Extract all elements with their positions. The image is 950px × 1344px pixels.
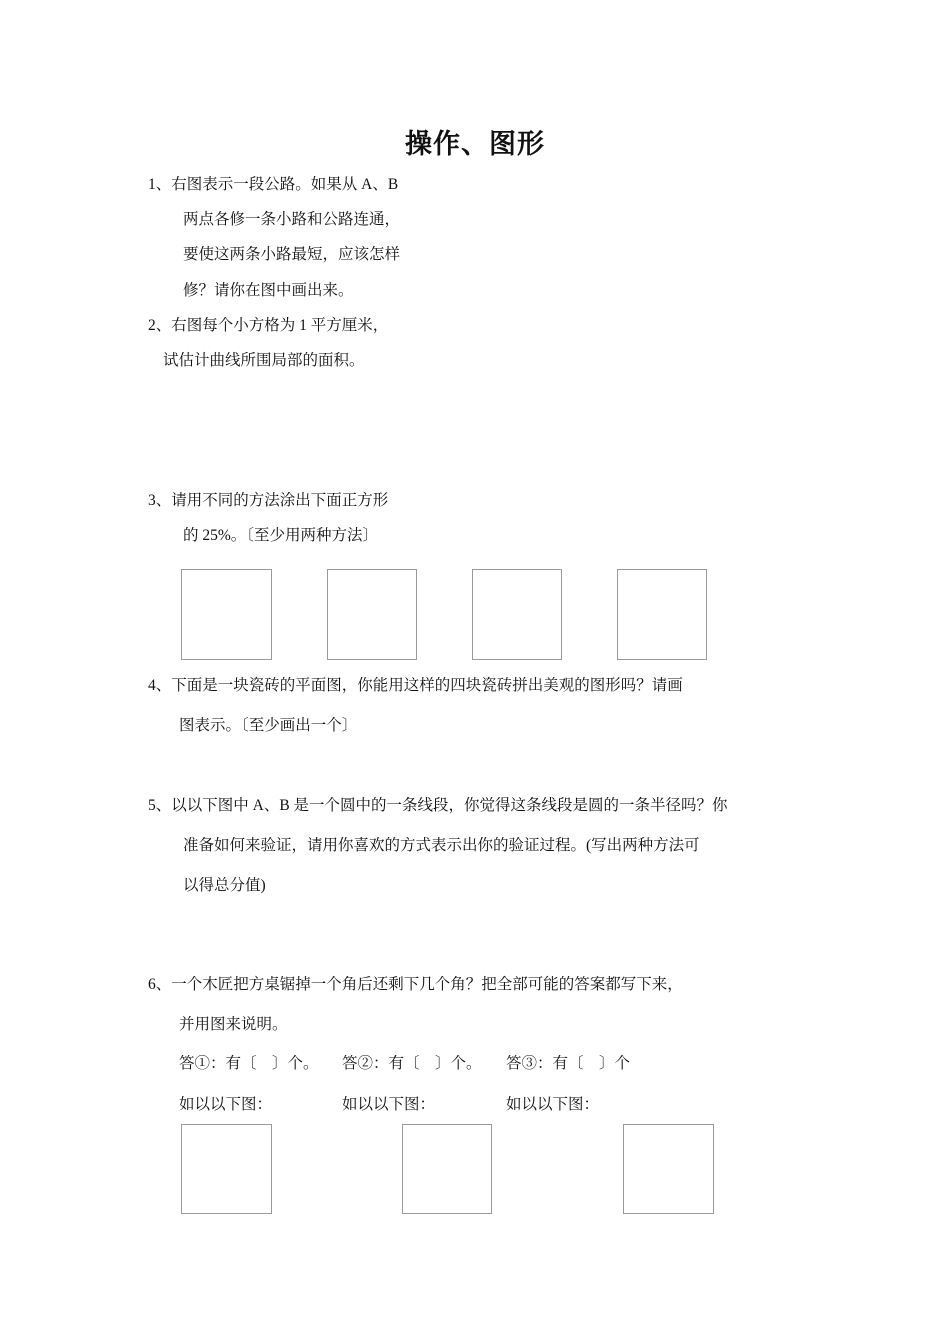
q6-line-1: 6、一个木匠把方桌锯掉一个角后还剩下几个角？把全部可能的答案都写下来， <box>148 976 683 993</box>
q5-line-1: 5、以以下图中 A、B 是一个圆中的一条线段，你觉得这条线段是圆的一条半径吗？你 <box>148 797 728 814</box>
q6-line-2: 并用图来说明。 <box>179 1016 288 1033</box>
q2-line-2: 试估计曲线所围局部的面积。 <box>163 352 365 369</box>
q5-line-2: 准备如何来验证，请用你喜欢的方式表示出你的验证过程。(写出两种方法可 <box>183 837 700 854</box>
square-box-1 <box>181 569 272 660</box>
square-box-2 <box>327 569 417 660</box>
q3-line-2: 的 25%。〔至少用两种方法〕 <box>183 527 379 544</box>
q6-figure-label-1: 如以以下图： <box>179 1096 273 1113</box>
q3-line-1: 3、请用不同的方法涂出下面正方形 <box>148 492 389 509</box>
q1-line-4: 修？请你在图中画出来。 <box>183 282 354 299</box>
q5-line-3: 以得总分值) <box>183 877 266 894</box>
q6-answer-2: 答②：有〔 〕个。 <box>342 1055 482 1072</box>
table-figure-box-3 <box>623 1124 714 1214</box>
table-figure-box-2 <box>402 1124 492 1214</box>
q1-line-2: 两点各修一条小路和公路连通， <box>183 211 401 228</box>
q1-line-3: 要使这两条小路最短，应该怎样 <box>183 246 401 263</box>
q6-figure-label-2: 如以以下图： <box>342 1096 436 1113</box>
table-figure-box-1 <box>181 1124 272 1214</box>
q6-answer-1: 答①：有〔 〕个。 <box>179 1055 319 1072</box>
square-box-3 <box>472 569 562 660</box>
q2-line-1: 2、右图每个小方格为 1 平方厘米， <box>148 317 389 334</box>
square-box-4 <box>617 569 707 660</box>
q1-line-1: 1、右图表示一段公路。如果从 A、B <box>148 176 399 193</box>
q4-line-1: 4、下面是一块瓷砖的平面图，你能用这样的四块瓷砖拼出美观的图形吗？请画 <box>148 677 683 694</box>
page-title: 操作、图形 <box>405 129 545 160</box>
q6-answer-3: 答③：有〔 〕个 <box>506 1055 631 1072</box>
q4-line-2: 图表示。〔至少画出一个〕 <box>179 717 358 734</box>
q6-figure-label-3: 如以以下图： <box>506 1096 600 1113</box>
